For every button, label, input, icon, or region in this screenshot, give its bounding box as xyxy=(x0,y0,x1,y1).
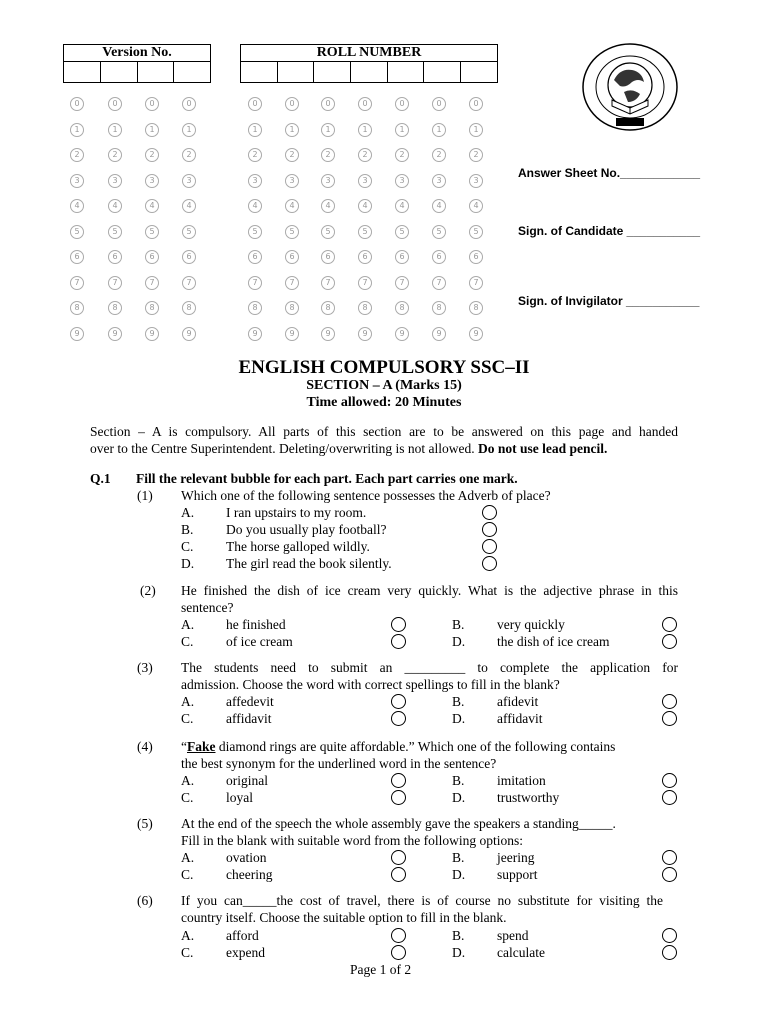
roll-digit-bubble[interactable]: 6 xyxy=(248,250,262,264)
roll-digit-bubble[interactable]: 1 xyxy=(469,123,483,137)
version-digit-bubble[interactable]: 5 xyxy=(145,225,159,239)
answer-bubble[interactable] xyxy=(482,539,497,554)
version-digit-bubble[interactable]: 7 xyxy=(182,276,196,290)
version-digit-bubble[interactable]: 3 xyxy=(70,174,84,188)
roll-digit-bubble[interactable]: 0 xyxy=(358,97,372,111)
version-digit-bubble[interactable]: 9 xyxy=(70,327,84,341)
option-letter: B. xyxy=(452,850,465,865)
question-text: If you can_____the cost of travel, there is of course no substitute for visiting the xyxy=(181,893,663,908)
roll-digit-bubble[interactable]: 6 xyxy=(469,250,483,264)
roll-digit-bubble[interactable]: 3 xyxy=(321,174,335,188)
roll-digit-bubble[interactable]: 7 xyxy=(285,276,299,290)
answer-bubble[interactable] xyxy=(662,790,677,805)
question-text: At the end of the speech the whole assembly gave the speakers a standing_____. xyxy=(181,816,616,831)
roll-digit-bubble[interactable]: 6 xyxy=(432,250,446,264)
roll-digit-bubble[interactable]: 4 xyxy=(285,199,299,213)
answer-bubble[interactable] xyxy=(662,711,677,726)
answer-bubble[interactable] xyxy=(482,522,497,537)
version-digit-bubble[interactable]: 8 xyxy=(182,301,196,315)
roll-digit-cell[interactable] xyxy=(461,62,498,83)
version-digit-bubble[interactable]: 9 xyxy=(182,327,196,341)
version-digit-bubble[interactable]: 4 xyxy=(182,199,196,213)
version-digit-bubble[interactable]: 0 xyxy=(182,97,196,111)
option-letter: C. xyxy=(181,790,194,805)
version-digit-bubble[interactable]: 9 xyxy=(145,327,159,341)
answer-bubble[interactable] xyxy=(662,850,677,865)
q1-prompt: Fill the relevant bubble for each part. Each part carries one mark. xyxy=(136,471,518,486)
option-letter: C. xyxy=(181,711,194,726)
roll-digit-bubble[interactable]: 3 xyxy=(358,174,372,188)
roll-digit-bubble[interactable]: 1 xyxy=(248,123,262,137)
option-letter: B. xyxy=(452,617,465,632)
option-text: affedevit xyxy=(226,694,274,709)
roll-digit-bubble[interactable]: 0 xyxy=(469,97,483,111)
option-text: The horse galloped wildly. xyxy=(226,539,370,554)
roll-digit-bubble[interactable]: 5 xyxy=(432,225,446,239)
invigilator-signature-field[interactable]: Sign. of Invigilator ___________ xyxy=(518,294,700,308)
section-heading: SECTION – A (Marks 15) xyxy=(306,378,462,393)
roll-digit-bubble[interactable]: 6 xyxy=(395,250,409,264)
version-number-box xyxy=(63,44,211,83)
version-digit-bubble[interactable]: 7 xyxy=(70,276,84,290)
question-number: (6) xyxy=(137,893,153,908)
answer-bubble[interactable] xyxy=(391,790,406,805)
option-letter: C. xyxy=(181,867,194,882)
version-digit-bubble[interactable]: 6 xyxy=(145,250,159,264)
roll-digit-bubble[interactable]: 8 xyxy=(432,301,446,315)
question-text: He finished the dish of ice cream very quickly. What is the adjective phrase in this xyxy=(181,583,678,598)
option-text: affidavit xyxy=(497,711,543,726)
roll-digit-bubble[interactable]: 9 xyxy=(358,327,372,341)
version-digit-bubble[interactable]: 7 xyxy=(145,276,159,290)
roll-digit-bubble[interactable]: 9 xyxy=(248,327,262,341)
page-number: Page 1 of 2 xyxy=(350,962,412,977)
version-label: Version No. xyxy=(64,45,211,62)
open-quote: “ xyxy=(181,739,187,754)
version-digit-bubble[interactable]: 6 xyxy=(182,250,196,264)
roll-digit-cell[interactable] xyxy=(314,62,351,83)
version-digit-bubble[interactable]: 0 xyxy=(145,97,159,111)
roll-digit-bubble[interactable]: 9 xyxy=(321,327,335,341)
option-letter: D. xyxy=(181,556,195,571)
option-letter: D. xyxy=(452,711,466,726)
option-letter: A. xyxy=(181,694,195,709)
version-digit-bubble[interactable]: 0 xyxy=(70,97,84,111)
roll-digit-bubble[interactable]: 0 xyxy=(248,97,262,111)
roll-digit-bubble[interactable]: 2 xyxy=(321,148,335,162)
instructions-line-2 xyxy=(90,440,690,457)
version-digit-bubble[interactable]: 3 xyxy=(108,174,122,188)
option-letter: C. xyxy=(181,945,194,960)
option-text: Do you usually play football? xyxy=(226,522,387,537)
roll-digit-bubble[interactable]: 7 xyxy=(358,276,372,290)
roll-digit-bubble[interactable]: 0 xyxy=(285,97,299,111)
version-digit-bubble[interactable]: 5 xyxy=(108,225,122,239)
board-logo-seal xyxy=(580,42,680,132)
roll-digit-bubble[interactable]: 3 xyxy=(469,174,483,188)
question-text-rest: diamond rings are quite affordable.” Which one of the following contains xyxy=(215,739,616,754)
version-digit-bubble[interactable]: 2 xyxy=(145,148,159,162)
roll-digit-bubble[interactable]: 5 xyxy=(395,225,409,239)
answer-bubble[interactable] xyxy=(391,867,406,882)
version-digit-bubble[interactable]: 8 xyxy=(70,301,84,315)
roll-digit-bubble[interactable]: 9 xyxy=(285,327,299,341)
option-text: afford xyxy=(226,928,259,943)
version-digit-bubble[interactable]: 6 xyxy=(108,250,122,264)
roll-digit-bubble[interactable]: 1 xyxy=(395,123,409,137)
version-digit-bubble[interactable]: 7 xyxy=(108,276,122,290)
roll-digit-bubble[interactable]: 5 xyxy=(321,225,335,239)
option-text: support xyxy=(497,867,538,882)
roll-digit-bubble[interactable]: 2 xyxy=(395,148,409,162)
question-text: Fill in the blank with suitable word from the following options: xyxy=(181,833,523,848)
option-text: spend xyxy=(497,928,529,943)
roll-digit-bubble[interactable]: 3 xyxy=(285,174,299,188)
roll-digit-bubble[interactable]: 8 xyxy=(285,301,299,315)
option-letter: A. xyxy=(181,505,195,520)
version-digit-bubble[interactable]: 4 xyxy=(108,199,122,213)
roll-digit-bubble[interactable]: 6 xyxy=(358,250,372,264)
version-digit-bubble[interactable]: 9 xyxy=(108,327,122,341)
version-digit-bubble[interactable]: 0 xyxy=(108,97,122,111)
option-text: ovation xyxy=(226,850,267,865)
roll-digit-bubble[interactable]: 4 xyxy=(248,199,262,213)
option-text: he finished xyxy=(226,617,286,632)
answer-bubble[interactable] xyxy=(662,617,677,632)
roll-digit-bubble[interactable]: 0 xyxy=(395,97,409,111)
option-text: I ran upstairs to my room. xyxy=(226,505,367,520)
answer-bubble[interactable] xyxy=(662,773,677,788)
version-digit-cell[interactable] xyxy=(174,62,211,83)
roll-digit-bubble[interactable]: 3 xyxy=(395,174,409,188)
option-letter: B. xyxy=(452,928,465,943)
roll-digit-bubble[interactable]: 7 xyxy=(469,276,483,290)
roll-digit-bubble[interactable]: 1 xyxy=(358,123,372,137)
answer-bubble[interactable] xyxy=(391,634,406,649)
roll-digit-cell[interactable] xyxy=(351,62,388,83)
roll-digit-bubble[interactable]: 4 xyxy=(321,199,335,213)
question-number: (4) xyxy=(137,739,153,754)
answer-bubble[interactable] xyxy=(391,945,406,960)
q1-number: Q.1 xyxy=(90,471,111,486)
option-text: calculate xyxy=(497,945,545,960)
roll-digit-bubble[interactable]: 4 xyxy=(395,199,409,213)
roll-digit-cell[interactable] xyxy=(424,62,461,83)
option-text: trustworthy xyxy=(497,790,560,805)
question-number: (2) xyxy=(140,583,156,598)
option-text: imitation xyxy=(497,773,546,788)
roll-digit-bubble[interactable]: 7 xyxy=(432,276,446,290)
roll-digit-cell[interactable] xyxy=(241,62,278,83)
option-text: loyal xyxy=(226,790,253,805)
answer-bubble[interactable] xyxy=(482,505,497,520)
question-text: Which one of the following sentence possesses the Adverb of place? xyxy=(181,488,551,503)
answer-sheet-number-field[interactable]: Answer Sheet No.____________ xyxy=(518,166,701,180)
question-text: country itself. Choose the suitable option to fill in the blank. xyxy=(181,910,507,925)
answer-bubble[interactable] xyxy=(662,928,677,943)
answer-bubble[interactable] xyxy=(391,711,406,726)
version-digit-bubble[interactable]: 2 xyxy=(70,148,84,162)
roll-digit-bubble[interactable]: 2 xyxy=(358,148,372,162)
version-digit-bubble[interactable]: 1 xyxy=(182,123,196,137)
roll-digit-bubble[interactable]: 1 xyxy=(432,123,446,137)
version-digit-bubble[interactable]: 1 xyxy=(108,123,122,137)
question-text: The students need to submit an _________ to complete the application for xyxy=(181,660,678,675)
roll-number-label: ROLL NUMBER xyxy=(241,45,498,62)
answer-bubble[interactable] xyxy=(662,867,677,882)
instructions-line-1: Section – A is compulsory. All parts of this section are to be answered on this page and handed xyxy=(90,424,678,439)
roll-digit-bubble[interactable]: 6 xyxy=(321,250,335,264)
question-text: admission. Choose the word with correct spellings to fill in the blank? xyxy=(181,677,560,692)
candidate-signature-field[interactable]: Sign. of Candidate ___________ xyxy=(518,224,701,238)
version-digit-bubble[interactable]: 1 xyxy=(70,123,84,137)
underlined-word: Fake xyxy=(187,739,216,754)
option-letter: A. xyxy=(181,617,195,632)
roll-digit-bubble[interactable]: 2 xyxy=(248,148,262,162)
option-text: original xyxy=(226,773,268,788)
roll-digit-cell[interactable] xyxy=(277,62,314,83)
option-letter: A. xyxy=(181,773,195,788)
roll-digit-bubble[interactable]: 1 xyxy=(321,123,335,137)
version-digit-cell[interactable] xyxy=(100,62,137,83)
version-digit-bubble[interactable]: 2 xyxy=(108,148,122,162)
instructions-text: over to the Centre Superintendent. Deleting/overwriting is not allowed. xyxy=(90,441,475,456)
roll-digit-bubble[interactable]: 8 xyxy=(395,301,409,315)
roll-digit-bubble[interactable]: 9 xyxy=(395,327,409,341)
exam-title: ENGLISH COMPULSORY SSC–II xyxy=(238,357,530,378)
version-digit-cell[interactable] xyxy=(64,62,101,83)
question-number: (3) xyxy=(137,660,153,675)
answer-bubble[interactable] xyxy=(391,694,406,709)
option-letter: C. xyxy=(181,634,194,649)
roll-digit-bubble[interactable]: 8 xyxy=(321,301,335,315)
option-letter: D. xyxy=(452,867,466,882)
roll-digit-bubble[interactable]: 5 xyxy=(285,225,299,239)
roll-digit-bubble[interactable]: 4 xyxy=(469,199,483,213)
roll-digit-bubble[interactable]: 2 xyxy=(432,148,446,162)
option-text: expend xyxy=(226,945,265,960)
roll-digit-bubble[interactable]: 8 xyxy=(469,301,483,315)
roll-digit-bubble[interactable]: 8 xyxy=(358,301,372,315)
roll-number-box xyxy=(240,44,498,83)
option-letter: D. xyxy=(452,790,466,805)
option-text: affidavit xyxy=(226,711,272,726)
roll-digit-bubble[interactable]: 7 xyxy=(321,276,335,290)
answer-bubble[interactable] xyxy=(391,928,406,943)
answer-bubble[interactable] xyxy=(662,945,677,960)
roll-digit-bubble[interactable]: 4 xyxy=(358,199,372,213)
answer-bubble[interactable] xyxy=(662,634,677,649)
option-text: The girl read the book silently. xyxy=(226,556,392,571)
option-letter: B. xyxy=(452,773,465,788)
roll-digit-bubble[interactable]: 7 xyxy=(395,276,409,290)
version-digit-bubble[interactable]: 4 xyxy=(70,199,84,213)
roll-digit-bubble[interactable]: 7 xyxy=(248,276,262,290)
option-letter: C. xyxy=(181,539,194,554)
answer-bubble[interactable] xyxy=(391,850,406,865)
version-digit-bubble[interactable]: 4 xyxy=(145,199,159,213)
roll-digit-bubble[interactable]: 8 xyxy=(248,301,262,315)
option-text: afidevit xyxy=(497,694,539,709)
version-digit-bubble[interactable]: 8 xyxy=(145,301,159,315)
version-digit-bubble[interactable]: 3 xyxy=(145,174,159,188)
option-text: very quickly xyxy=(497,617,565,632)
option-letter: B. xyxy=(181,522,194,537)
roll-digit-bubble[interactable]: 6 xyxy=(285,250,299,264)
roll-digit-bubble[interactable]: 2 xyxy=(285,148,299,162)
option-letter: A. xyxy=(181,850,195,865)
option-text: jeering xyxy=(497,850,535,865)
roll-digit-cell[interactable] xyxy=(387,62,424,83)
roll-digit-bubble[interactable]: 5 xyxy=(248,225,262,239)
roll-digit-bubble[interactable]: 4 xyxy=(432,199,446,213)
option-letter: D. xyxy=(452,945,466,960)
question-number: (1) xyxy=(137,488,153,503)
answer-bubble[interactable] xyxy=(391,617,406,632)
roll-digit-bubble[interactable]: 9 xyxy=(469,327,483,341)
version-digit-bubble[interactable]: 5 xyxy=(70,225,84,239)
version-digit-bubble[interactable]: 3 xyxy=(182,174,196,188)
roll-digit-bubble[interactable]: 3 xyxy=(248,174,262,188)
roll-digit-bubble[interactable]: 2 xyxy=(469,148,483,162)
option-text: cheering xyxy=(226,867,273,882)
version-digit-bubble[interactable]: 6 xyxy=(70,250,84,264)
version-digit-bubble[interactable]: 8 xyxy=(108,301,122,315)
roll-digit-bubble[interactable]: 5 xyxy=(358,225,372,239)
version-digit-cell[interactable] xyxy=(137,62,174,83)
question-number: (5) xyxy=(137,816,153,831)
option-letter: B. xyxy=(452,694,465,709)
version-digit-bubble[interactable]: 2 xyxy=(182,148,196,162)
time-allowed: Time allowed: 20 Minutes xyxy=(306,395,462,410)
roll-digit-bubble[interactable]: 1 xyxy=(285,123,299,137)
instructions-warning: Do not use lead pencil. xyxy=(478,441,608,456)
question-text: sentence? xyxy=(181,600,234,615)
answer-bubble[interactable] xyxy=(482,556,497,571)
version-digit-bubble[interactable]: 1 xyxy=(145,123,159,137)
question-text: the best synonym for the underlined word in the sentence? xyxy=(181,756,497,771)
answer-bubble[interactable] xyxy=(391,773,406,788)
option-letter: D. xyxy=(452,634,466,649)
roll-digit-bubble[interactable]: 9 xyxy=(432,327,446,341)
roll-digit-bubble[interactable]: 5 xyxy=(469,225,483,239)
version-digit-bubble[interactable]: 5 xyxy=(182,225,196,239)
roll-digit-bubble[interactable]: 3 xyxy=(432,174,446,188)
answer-bubble[interactable] xyxy=(662,694,677,709)
roll-digit-bubble[interactable]: 0 xyxy=(321,97,335,111)
question-text xyxy=(181,738,678,755)
option-text: the dish of ice cream xyxy=(497,634,610,649)
option-letter: A. xyxy=(181,928,195,943)
option-text: of ice cream xyxy=(226,634,293,649)
roll-digit-bubble[interactable]: 0 xyxy=(432,97,446,111)
